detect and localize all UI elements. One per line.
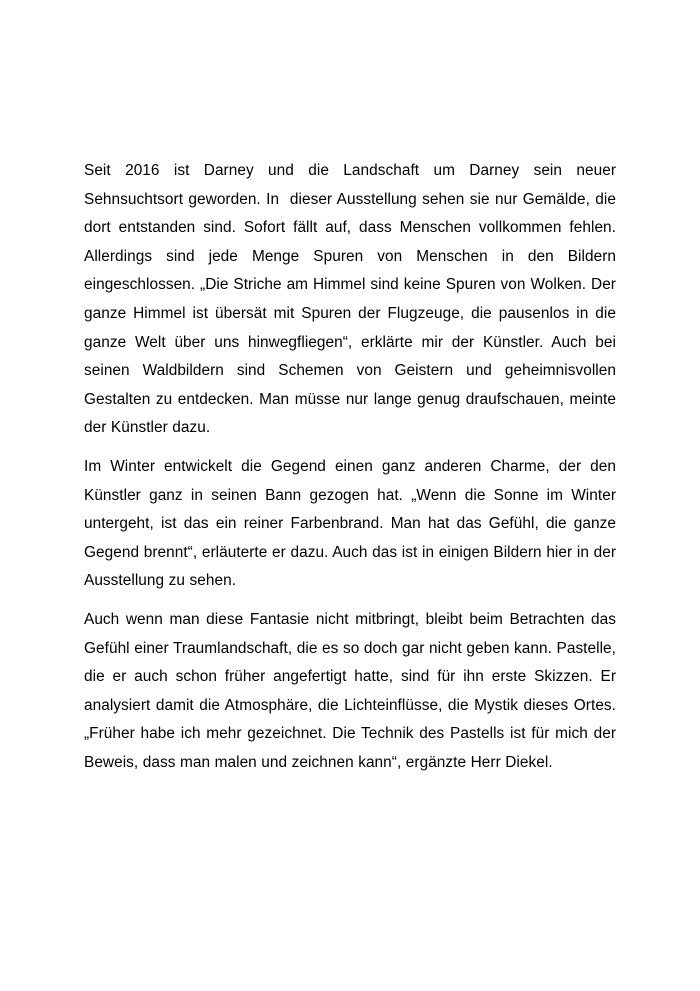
body-text-column (84, 157, 621, 777)
body-paragraph-3: Auch wenn man diese Fantasie nicht mitbringt, bleibt beim Betrachten das Gefühl einer Traumlandschaft, die es so doch gar nicht geben kann. Pastelle, die er auch schon früher angefertigt hatte, sind für ihn erste Skizzen. Er analysiert damit die Atmosphäre, die Lichteinflüsse, die Mystik dieses Ortes. „Früher habe ich mehr gezeichnet. Die Technik des Pastells ist für mich der Beweis, dass man malen und zeichnen kann“, ergänzte Herr Diekel. (84, 610, 621, 771)
body-paragraph-1: Seit 2016 ist Darney und die Landschaft um Darney sein neuer Sehnsuchtsort geworden. In dieser Ausstellung sehen sie nur Gemälde, die dort entstanden sind. Sofort fällt auf, dass Menschen vollkommen fehlen. Allerdings sind jede Menge Spuren von Menschen in den Bildern eingeschlossen. „Die Striche am Himmel sind keine Spuren von Wolken. Der ganze Himmel ist übersät mit Spuren der Flugzeuge, die pausenlos in die ganze Welt über uns hinwegfliegen“, erklärte mir der Künstler. Auch bei seinen Waldbildern sind Schemen von Geistern und geheimnisvollen Gestalten zu entdecken. Man müsse nur lange genug draufschauen, meinte der Künstler dazu. (84, 162, 621, 437)
body-paragraph-2: Im Winter entwickelt die Gegend einen ganz anderen Charme, der den Künstler ganz in seinen Bann gezogen hat. „Wenn die Sonne im Winter untergeht, ist das ein reiner Farbenbrand. Man hat das Gefühl, die ganze Gegend brennt“, erläuterte er dazu. Auch das ist in einigen Bildern hier in der Ausstellung zu sehen. (84, 457, 621, 590)
